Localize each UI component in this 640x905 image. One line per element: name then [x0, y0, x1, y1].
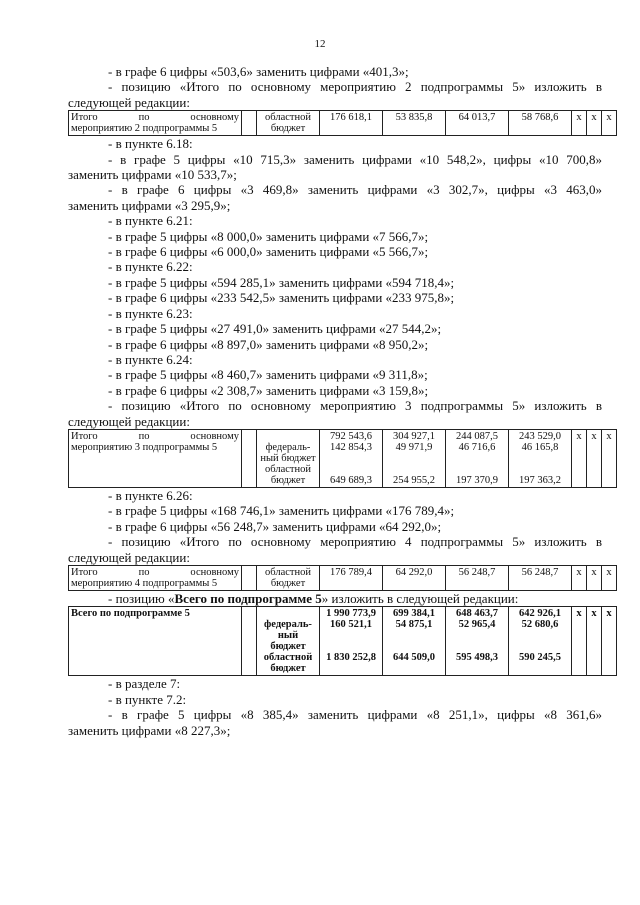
page-number: 12 [314, 38, 326, 50]
table-total [68, 606, 617, 676]
text-line: - в пункте 6.23: [108, 305, 193, 321]
value-cell: 56 248,7 [509, 565, 572, 590]
text-line: - в графе 5 цифры «8 000,0» заменить цифрами «7 566,7»; [108, 228, 429, 244]
funding-source: федераль-ный бюджет областной бюджет [257, 607, 320, 676]
text-line: - в графе 6 цифры «503,6» заменить цифрами «401,3»; [108, 64, 409, 79]
paragraph-position-2: - позицию «Итого по основному мероприятию 2 подпрограммы 5» изложить в [108, 79, 602, 95]
value-cell: 792 543,6 142 854,3 649 689,3 [320, 429, 383, 487]
text-line: - в графе 6 цифры «8 897,0» заменить цифрами «8 950,2»; [108, 336, 429, 352]
x-cell: х [572, 607, 587, 676]
table-row-name: Итого по основному мероприятию 3 подпрограммы 5 [69, 429, 242, 487]
value-cell: 243 529,0 46 165,8 197 363,2 [509, 429, 572, 487]
value-cell: 64 013,7 [446, 111, 509, 136]
text-line: - в графе 5 цифры «8 385,4» заменить цифрами «8 251,1», цифры «8 361,6» [108, 707, 602, 723]
value-cell: 244 087,5 46 716,6 197 370,9 [446, 429, 509, 487]
value-cell: 53 835,8 [383, 111, 446, 136]
table-position-4 [68, 565, 617, 591]
paragraph-position-3: - позицию «Итого по основному мероприятию 3 подпрограммы 5» изложить в [108, 398, 602, 414]
x-cell: х [587, 607, 602, 676]
text-line: следующей редакции: [68, 94, 190, 110]
text-line: - в пункте 6.24: [108, 351, 193, 367]
text-line: - в графе 5 цифры «8 460,7» заменить цифрами «9 311,8»; [108, 367, 428, 383]
text-line: - в графе 6 цифры «2 308,7» заменить цифрами «3 159,8»; [108, 382, 429, 398]
value-cell: 304 927,1 49 971,9 254 955,2 [383, 429, 446, 487]
text-line: заменить цифрами «3 295,9»; [68, 197, 231, 213]
text-line: следующей редакции: [68, 549, 190, 565]
text-line: - в графе 5 цифры «10 715,3» заменить цифрами «10 548,2», цифры «10 700,8» [108, 151, 602, 167]
document-body [68, 64, 612, 738]
text-line: - в графе 5 цифры «594 285,1» заменить цифрами «594 718,4»; [108, 274, 455, 290]
value-cell: 64 292,0 [383, 565, 446, 590]
table-row-name: Итого по основному мероприятию 4 подпрограммы 5 [69, 565, 242, 590]
text-line: - в пункте 6.22: [108, 259, 193, 275]
x-cell: х [572, 111, 587, 136]
value-cell: 176 618,1 [320, 111, 383, 136]
value-cell: 176 789,4 [320, 565, 383, 590]
text-line: заменить цифрами «8 227,3»; [68, 722, 231, 738]
x-cell: х [587, 429, 602, 487]
text-line: - в графе 6 цифры «56 248,7» заменить цифрами «64 292,0»; [108, 518, 442, 534]
paragraph-total: - позицию «Всего по подпрограмме 5» изложить в следующей редакции: [108, 590, 519, 606]
value-cell: 699 384,1 54 875,1 644 509,0 [383, 607, 446, 676]
text-line: - в пункте 6.26: [108, 487, 193, 503]
x-cell: х [572, 429, 587, 487]
x-cell: х [572, 565, 587, 590]
text-line: следующей редакции: [68, 413, 190, 429]
text-line: - в графе 5 цифры «168 746,1» заменить цифрами «176 789,4»; [108, 503, 455, 519]
table-row-name: Всего по подпрограмме 5 [69, 607, 242, 676]
funding-source: федераль-ный бюджет областной бюджет [257, 429, 320, 487]
x-cell: х [602, 607, 617, 676]
text-line: - в графе 6 цифры «6 000,0» заменить цифрами «5 566,7»; [108, 244, 429, 260]
value-cell: 1 990 773,9 160 521,1 1 830 252,8 [320, 607, 383, 676]
table-row-name: Итого по основному мероприятию 2 подпрограммы 5 [69, 111, 242, 136]
text-line: - в пункте 7.2: [108, 691, 187, 707]
text-line: - в пункте 6.18: [108, 136, 193, 152]
table-position-3 [68, 429, 617, 488]
funding-source: областной бюджет [257, 111, 320, 136]
funding-source: областной бюджет [257, 565, 320, 590]
text-line: - в пункте 6.21: [108, 213, 193, 229]
table-position-2 [68, 110, 617, 136]
text-line: - в графе 6 цифры «233 542,5» заменить цифрами «233 975,8»; [108, 290, 455, 306]
text-line: - в графе 6 цифры «3 469,8» заменить цифрами «3 302,7», цифры «3 463,0» [108, 182, 602, 198]
text-line: заменить цифрами «10 533,7»; [68, 167, 237, 183]
value-cell: 642 926,1 52 680,6 590 245,5 [509, 607, 572, 676]
x-cell: х [602, 429, 617, 487]
x-cell: х [602, 565, 617, 590]
x-cell: х [587, 111, 602, 136]
x-cell: х [587, 565, 602, 590]
value-cell: 58 768,6 [509, 111, 572, 136]
paragraph-position-4: - позицию «Итого по основному мероприятию 4 подпрограммы 5» изложить в [108, 534, 602, 550]
value-cell: 648 463,7 52 965,4 595 498,3 [446, 607, 509, 676]
value-cell: 56 248,7 [446, 565, 509, 590]
x-cell: х [602, 111, 617, 136]
text-line: - в графе 5 цифры «27 491,0» заменить цифрами «27 544,2»; [108, 321, 442, 337]
text-line: - в разделе 7: [108, 676, 181, 692]
